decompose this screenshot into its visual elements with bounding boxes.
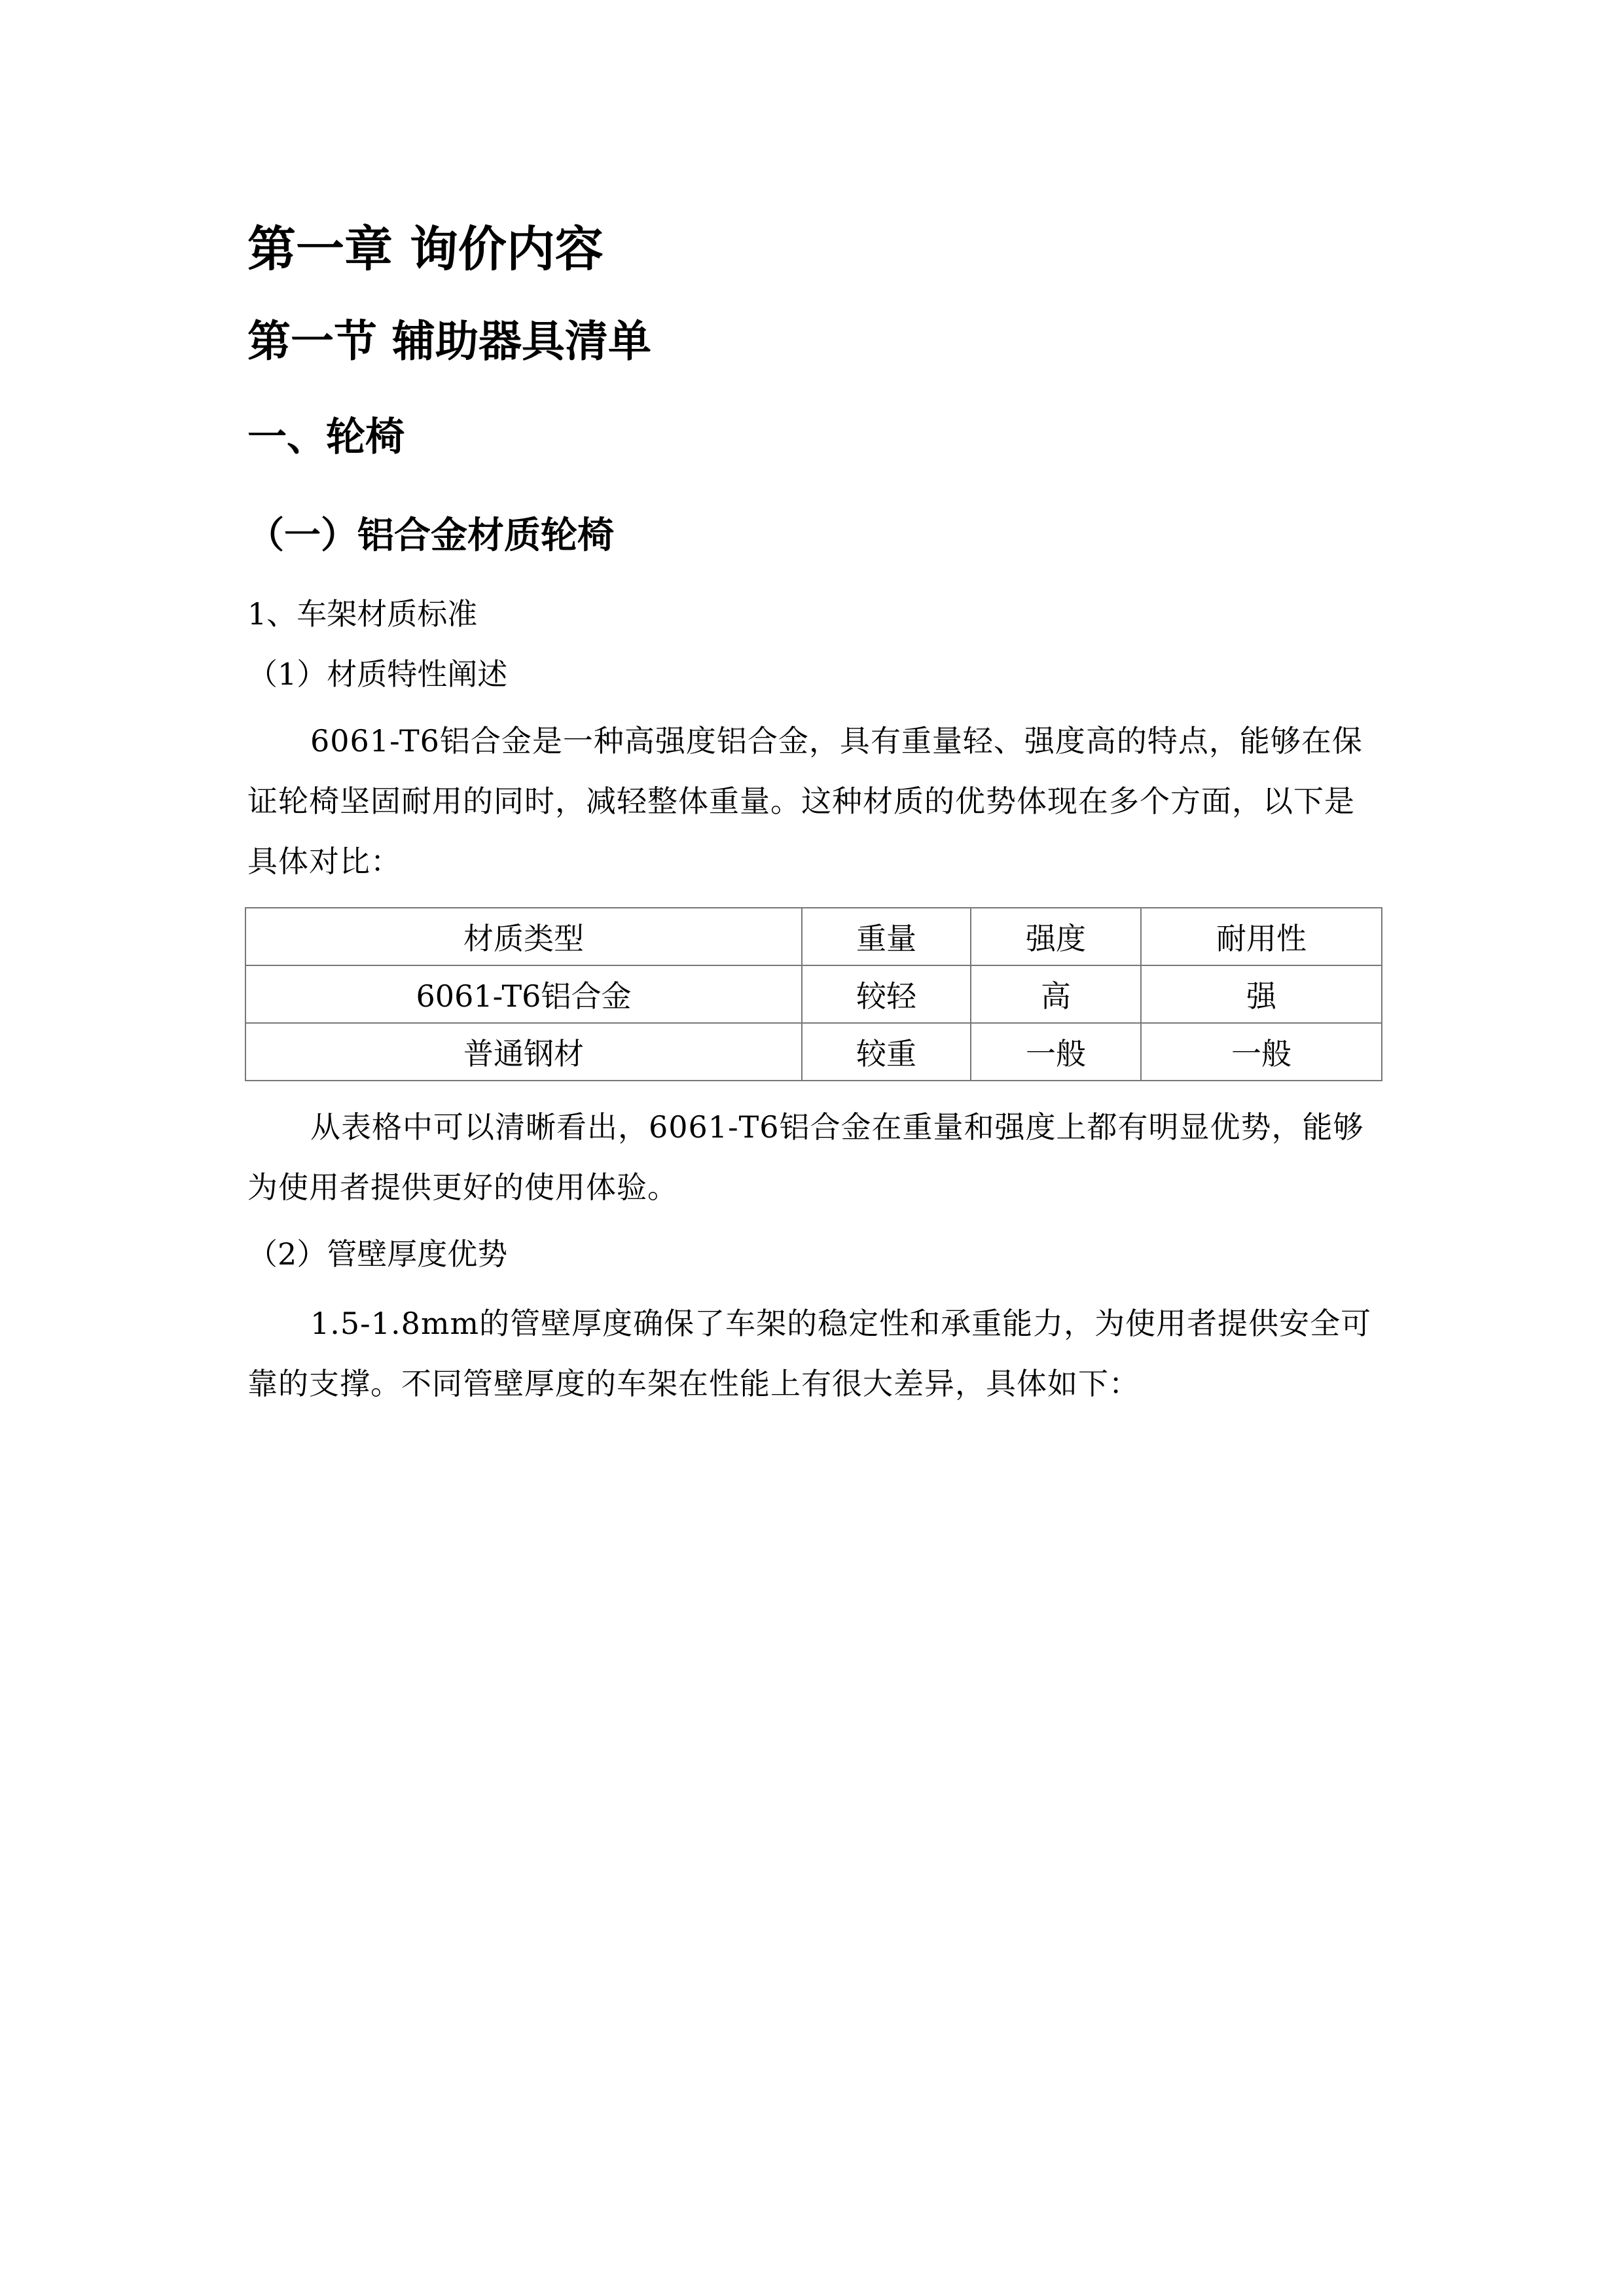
table-row: [245, 1023, 1382, 1081]
table-cell: 一般: [971, 1023, 1141, 1081]
sub2-title: （2）管壁厚度优势: [247, 1236, 508, 1272]
subitem-title: （一）铝合金材质轮椅: [247, 514, 614, 557]
table-cell: 较轻: [802, 965, 971, 1023]
table-cell: 高: [971, 965, 1141, 1023]
point-title: 1、车架材质标准: [247, 596, 478, 632]
paragraph-wall-thickness: 1.5-1.8mm的管壁厚度确保了车架的稳定性和承重能力，为使用者提供安全可靠的支撑。不同管壁厚度的车架在性能上有很大差异，具体如下：: [247, 1306, 1372, 1401]
table-header-row: [245, 908, 1382, 965]
table-cell: 强: [1141, 965, 1382, 1023]
table-cell: 较重: [802, 1023, 971, 1081]
table-row: [245, 965, 1382, 1023]
table-header-cell: 耐用性: [1141, 908, 1382, 965]
table-cell: 普通钢材: [245, 1023, 802, 1081]
sub1-title: （1）材质特性阐述: [247, 656, 508, 692]
section-title: 第一节 辅助器具清单: [247, 316, 651, 367]
item-title: 一、轮椅: [247, 414, 405, 460]
chapter-title: 第一章 询价内容: [247, 221, 604, 278]
table-cell: 一般: [1141, 1023, 1382, 1081]
table-header-cell: 重量: [802, 908, 971, 965]
material-comparison-table: [245, 907, 1382, 1081]
paragraph-table-summary: 从表格中可以清晰看出，6061-T6铝合金在重量和强度上都有明显优势，能够为使用者提供更好的使用体验。: [247, 1109, 1364, 1205]
table-header-cell: 材质类型: [245, 908, 802, 965]
table-cell: 6061-T6铝合金: [245, 965, 802, 1023]
table-header-cell: 强度: [971, 908, 1141, 965]
paragraph-material: 6061-T6铝合金是一种高强度铝合金，具有重量轻、强度高的特点，能够在保证轮椅坚固耐用的同时，减轻整体重量。这种材质的优势体现在多个方面，以下是具体对比：: [247, 723, 1363, 879]
